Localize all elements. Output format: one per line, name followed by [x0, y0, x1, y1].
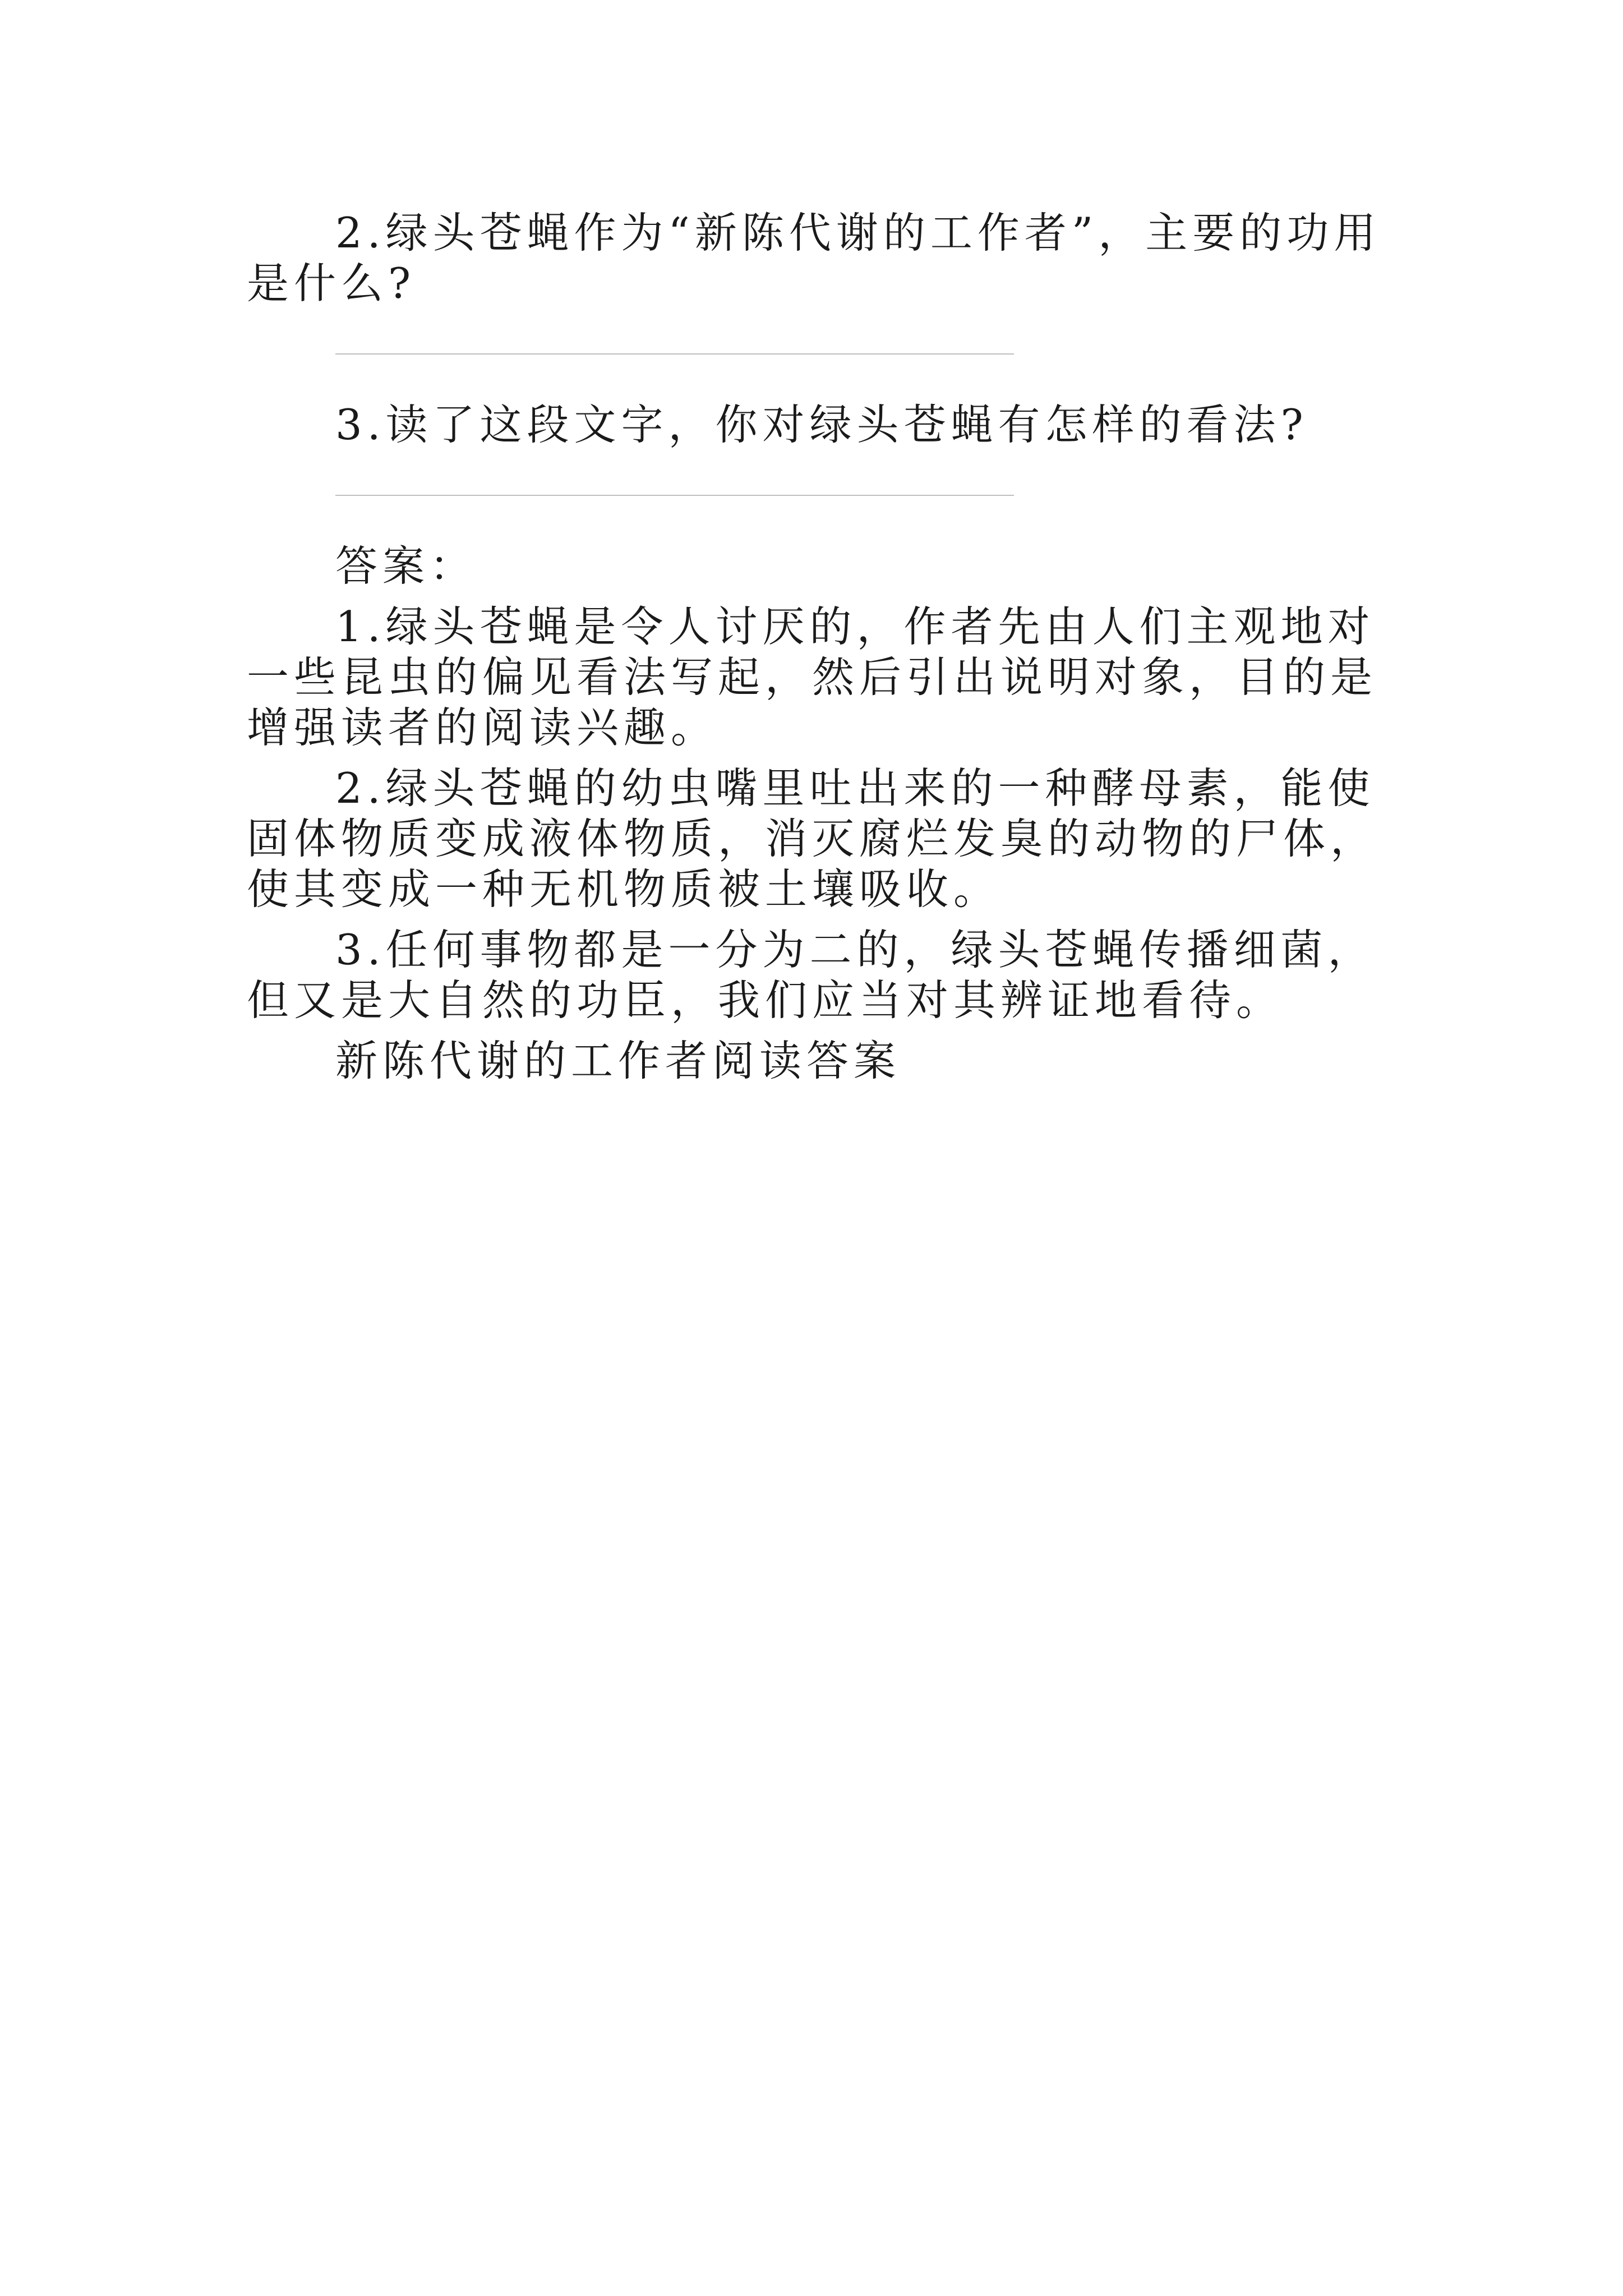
answer-2: 2.绿头苍蝇的幼虫嘴里吐出来的一种酵母素，能使固体物质变成液体物质，消灭腐烂发臭的动物的尸体，使其变成一种无机物质被土壤吸收。	[247, 763, 1378, 914]
answer-blank-line	[335, 495, 1014, 496]
answer-1: 1.绿头苍蝇是令人讨厌的，作者先由人们主观地对一些昆虫的偏见看法写起，然后引出说明对象，目的是增强读者的阅读兴趣。	[247, 602, 1378, 752]
question-2: 2.绿头苍蝇作为“新陈代谢的工作者”，主要的功用是什么?	[247, 208, 1381, 308]
answers-heading: 答案：	[335, 541, 477, 591]
question-3: 3.读了这段文字，你对绿头苍蝇有怎样的看法?	[335, 400, 1308, 449]
answer-3: 3.任何事物都是一分为二的，绿头苍蝇传播细菌，但又是大自然的功臣，我们应当对其辨证地看待。	[247, 925, 1375, 1025]
footer-title: 新陈代谢的工作者阅读答案	[335, 1036, 901, 1085]
document-body	[247, 208, 1385, 1086]
answer-blank-line	[335, 353, 1014, 355]
